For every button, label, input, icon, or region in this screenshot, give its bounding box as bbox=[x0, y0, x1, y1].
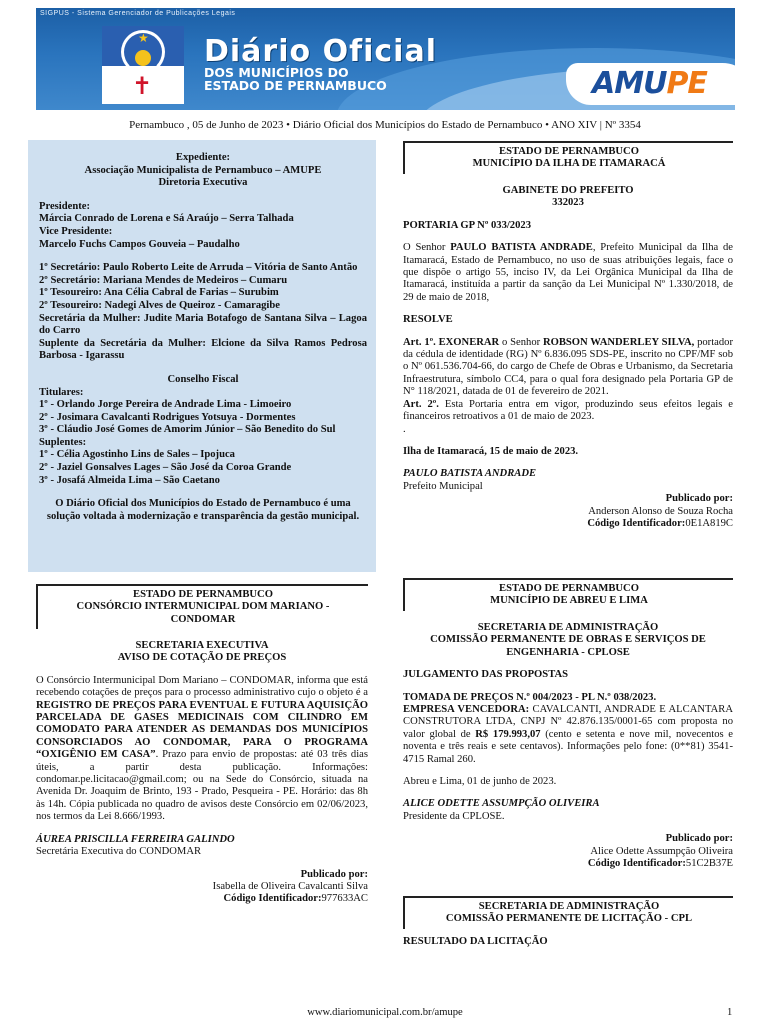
itamaraca-identifier: Código Identificador:0E1A819C bbox=[587, 517, 733, 529]
itamaraca-section-header: ESTADO DE PERNAMBUCO MUNICÍPIO DA ILHA DE ITAMARACÁ bbox=[403, 141, 733, 174]
abreu-resultado: RESULTADO DA LICITAÇÃO bbox=[403, 936, 548, 947]
officer-line: 2º Secretário: Mariana Mendes de Medeiros – Cumaru bbox=[39, 274, 288, 286]
expediente-box bbox=[28, 140, 376, 572]
council-line: Suplentes: bbox=[39, 436, 87, 448]
condomar-published-by-label: Publicado por: bbox=[300, 868, 368, 880]
abreu-subheading: COMISSÃO PERMANENTE DE OBRAS E SERVIÇOS DE bbox=[430, 634, 706, 646]
edition-dateline: Pernambuco , 05 de Junho de 2023 • Diário Oficial dos Municípios do Estado de Pernambuco • ANO XIV | Nº 3354 bbox=[129, 119, 641, 131]
itamaraca-subheading: GABINETE DO PREFEITO bbox=[502, 185, 634, 196]
officer-line: Secretária da Mulher: Judite Maria Botafogo de Santana Silva – Lagoa do Carro bbox=[39, 312, 367, 337]
expediente-heading: Associação Municipalista de Pernambuco – AMUPE bbox=[84, 164, 322, 176]
sigpus-caption: SIGPUS - Sistema Gerenciador de Publicações Legais bbox=[40, 10, 236, 17]
abreu-date: Abreu e Lima, 01 de junho de 2023. bbox=[403, 776, 557, 788]
abreu-section-header: ESTADO DE PERNAMBUCO MUNICÍPIO DE ABREU E LIMA bbox=[403, 578, 733, 611]
board-line: Vice Presidente: bbox=[39, 225, 113, 237]
condomar-signer-role: Secretária Executiva do CONDOMAR bbox=[36, 846, 202, 858]
footer-url[interactable]: www.diariomunicipal.com.br/amupe bbox=[307, 1007, 463, 1018]
publication-title: Diário Oficial bbox=[204, 34, 437, 69]
condomar-section-header: ESTADO DE PERNAMBUCO CONSÓRCIO INTERMUNICIPAL DOM MARIANO - CONDOMAR bbox=[36, 584, 368, 629]
officer-line: Suplente da Secretária da Mulher: Elcione da Silva Ramos Pedrosa Barbosa - Igarassu bbox=[39, 337, 367, 362]
itamaraca-signer-role: Prefeito Municipal bbox=[403, 480, 483, 492]
condomar-body: O Consórcio Intermunicipal Dom Mariano – CONDOMAR, informa que está recebendo cotações de preços para o processo administrativo cujo o objeto é a REGISTRO DE PREÇOS PARA EVENTUAL E FUTURA AQUISIÇÃO PARCELADA DE GASES MEDICINAIS COM CILINDRO EM COMODATO PARA ATENDER AS DEMANDAS DOS MUNICÍPIOS CONSORCIADOS AO CONDOMAR, PARA O PROGRAMA “OXIGÊNIO EM CASA”. Prazo para envio de propostas: até 03 três dias úteis, a partir desta publicação. Informações: condomar.pe.licitacao@gmail.com; ou na Sede do Consórcio, situada na Avenida Dr. Joaquim de Brinto, 193 - Prado, Pesqueira - PE. Horário: das 8h às 14h. Cópia publicada no quadro de avisos deste Consórcio em 02/06/2023, nos termos da Lei 8.666/1993. bbox=[36, 674, 368, 823]
itamaraca-subheading: 332023 bbox=[552, 197, 584, 209]
pernambuco-flag-icon: ★ ✝ bbox=[102, 26, 184, 104]
condomar-publisher-name: Isabella de Oliveira Cavalcanti Silva bbox=[212, 880, 368, 892]
officer-line: 1º Tesoureiro: Ana Célia Cabral de Farias – Surubim bbox=[39, 287, 279, 299]
council-line: 1º - Orlando Jorge Pereira de Andrade Lima - Limoeiro bbox=[39, 399, 292, 411]
abreu-tomada: TOMADA DE PREÇOS N.º 004/2023 - PL N.º 038/2023. bbox=[403, 691, 657, 703]
itamaraca-signer: PAULO BATISTA ANDRADE bbox=[403, 468, 537, 480]
council-line: Titulares: bbox=[39, 386, 84, 398]
officer-line: 1º Secretário: Paulo Roberto Leite de Arruda – Vitória de Santo Antão bbox=[39, 262, 358, 274]
condomar-subheading: AVISO DE COTAÇÃO DE PREÇOS bbox=[117, 652, 287, 664]
abreu-subheading: SECRETARIA DE ADMINISTRAÇÃO bbox=[477, 622, 659, 633]
header-banner bbox=[36, 8, 735, 110]
council-title: Conselho Fiscal bbox=[167, 373, 239, 385]
abreu-subheading: ENGENHARIA - CPLOSE bbox=[506, 646, 630, 658]
abreu-identifier: Código Identificador:51C2B37E bbox=[587, 858, 733, 870]
expediente-heading: Expediente: bbox=[175, 152, 231, 163]
abreu-published-by-label: Publicado por: bbox=[665, 833, 733, 845]
portaria-dot: . bbox=[403, 423, 406, 435]
abreu-signer: ALICE ODETTE ASSUMPÇÃO OLIVEIRA bbox=[403, 798, 600, 810]
council-line: 2º - Jaziel Gonsalves Lages – São José da Coroa Grande bbox=[39, 462, 292, 474]
itamaraca-published-by-label: Publicado por: bbox=[665, 493, 733, 505]
portaria-number: PORTARIA GP Nº 033/2023 bbox=[403, 219, 531, 231]
abreu-cpl-header: SECRETARIA DE ADMINISTRAÇÃO COMISSÃO PERMANENTE DE LICITAÇÃO - CPL bbox=[403, 896, 733, 929]
portaria-resolve: RESOLVE bbox=[403, 314, 453, 326]
abreu-julgamento: JULGAMENTO DAS PROPOSTAS bbox=[403, 669, 569, 681]
expediente-heading: Diretoria Executiva bbox=[158, 177, 248, 189]
board-line: Presidente: bbox=[39, 200, 90, 212]
council-line: 2º - Josimara Cavalcanti Rodrigues Yotsuya - Dormentes bbox=[39, 411, 296, 423]
abreu-publisher-name: Alice Odette Assumpção Oliveira bbox=[590, 845, 733, 857]
condomar-signer: ÁUREA PRISCILLA FERREIRA GALINDO bbox=[36, 833, 235, 845]
officer-line: 2º Tesoureiro: Nadegi Alves de Queiroz - Camaragibe bbox=[39, 299, 280, 311]
condomar-notice bbox=[36, 640, 368, 906]
portaria-art1: Art. 1º. EXONERAR o Senhor ROBSON WANDERLEY SILVA, portador da cédula de identidade (RG) Nº 6.836.095 SDS-PE, inscrito no CPF/MF sob o Nº 061.536.704-66, do cargo de Chefe de Obras e Urbanismo, da Secretaria Infraestrutura, símbolo CC4, para o qual fora designado pela Portaria GP de N° 118/2021, datada de 01 de fevereiro de 2021. bbox=[403, 336, 733, 398]
abreu-notice bbox=[403, 622, 733, 871]
abreu-signer-role: Presidente da CPLOSE. bbox=[403, 810, 505, 822]
council-line: 1º - Célia Agostinho Lins de Sales – Ipojuca bbox=[39, 449, 235, 461]
council-line: 3º - Cláudio José Gomes de Amorim Júnior – São Benedito do Sul bbox=[39, 424, 336, 436]
amupe-logo: AMUPE bbox=[592, 66, 707, 101]
itamaraca-portaria bbox=[403, 185, 733, 530]
portaria-art2: Art. 2º. Esta Portaria entra em vigor, produzindo seus efeitos legais e financeiros retroativos a 01 de maio de 2023. bbox=[403, 398, 733, 423]
publication-subtitle: DOS MUNICÍPIOS DO ESTADO DE PERNAMBUCO bbox=[204, 65, 387, 93]
portaria-date: Ilha de Itamaracá, 15 de maio de 2023. bbox=[403, 445, 579, 457]
condomar-identifier: Código Identificador:977633AC bbox=[223, 893, 368, 905]
page-number: 1 bbox=[727, 1007, 733, 1018]
board-line: Marcelo Fuchs Campos Gouveia – Paudalho bbox=[39, 238, 240, 250]
portaria-intro: O Senhor PAULO BATISTA ANDRADE, Prefeito Municipal da Ilha de Itamaracá, Estado de Pernambuco, no uso de suas atribuições legais, face o que dispõe o artigo 55, inciso IV, da Lei Orgânica Municipal da Ilha de Itamaracá, instituída a partir da sanção da Lei Municipal Nº 1.330/2018, de 29 de maio de 2018, bbox=[403, 242, 733, 303]
abreu-empresa: EMPRESA VENCEDORA: CAVALCANTI, ANDRADE E ALCANTARA CONSTRUTORA LTDA, CNPJ Nº 42.876.135/0001-65 com proposta no valor global de R$ 179.993,07 (cento e setenta e nove mil, novecentos e noventa e três reais e sete centavos). Informações pelo fone: (0**81) 3541-4715 Ramal 260. bbox=[403, 704, 733, 765]
council-line: 3º - Josafá Almeida Lima – São Caetano bbox=[39, 474, 220, 486]
itamaraca-publisher-name: Anderson Alonso de Souza Rocha bbox=[588, 505, 733, 517]
condomar-subheading: SECRETARIA EXECUTIVA bbox=[135, 640, 269, 651]
board-line: Márcia Conrado de Lorena e Sá Araújo – Serra Talhada bbox=[39, 213, 294, 225]
expediente-closing: O Diário Oficial dos Municípios do Estado de Pernambuco é uma solução voltada à modernização e transparência da gestão municipal. bbox=[46, 498, 360, 522]
